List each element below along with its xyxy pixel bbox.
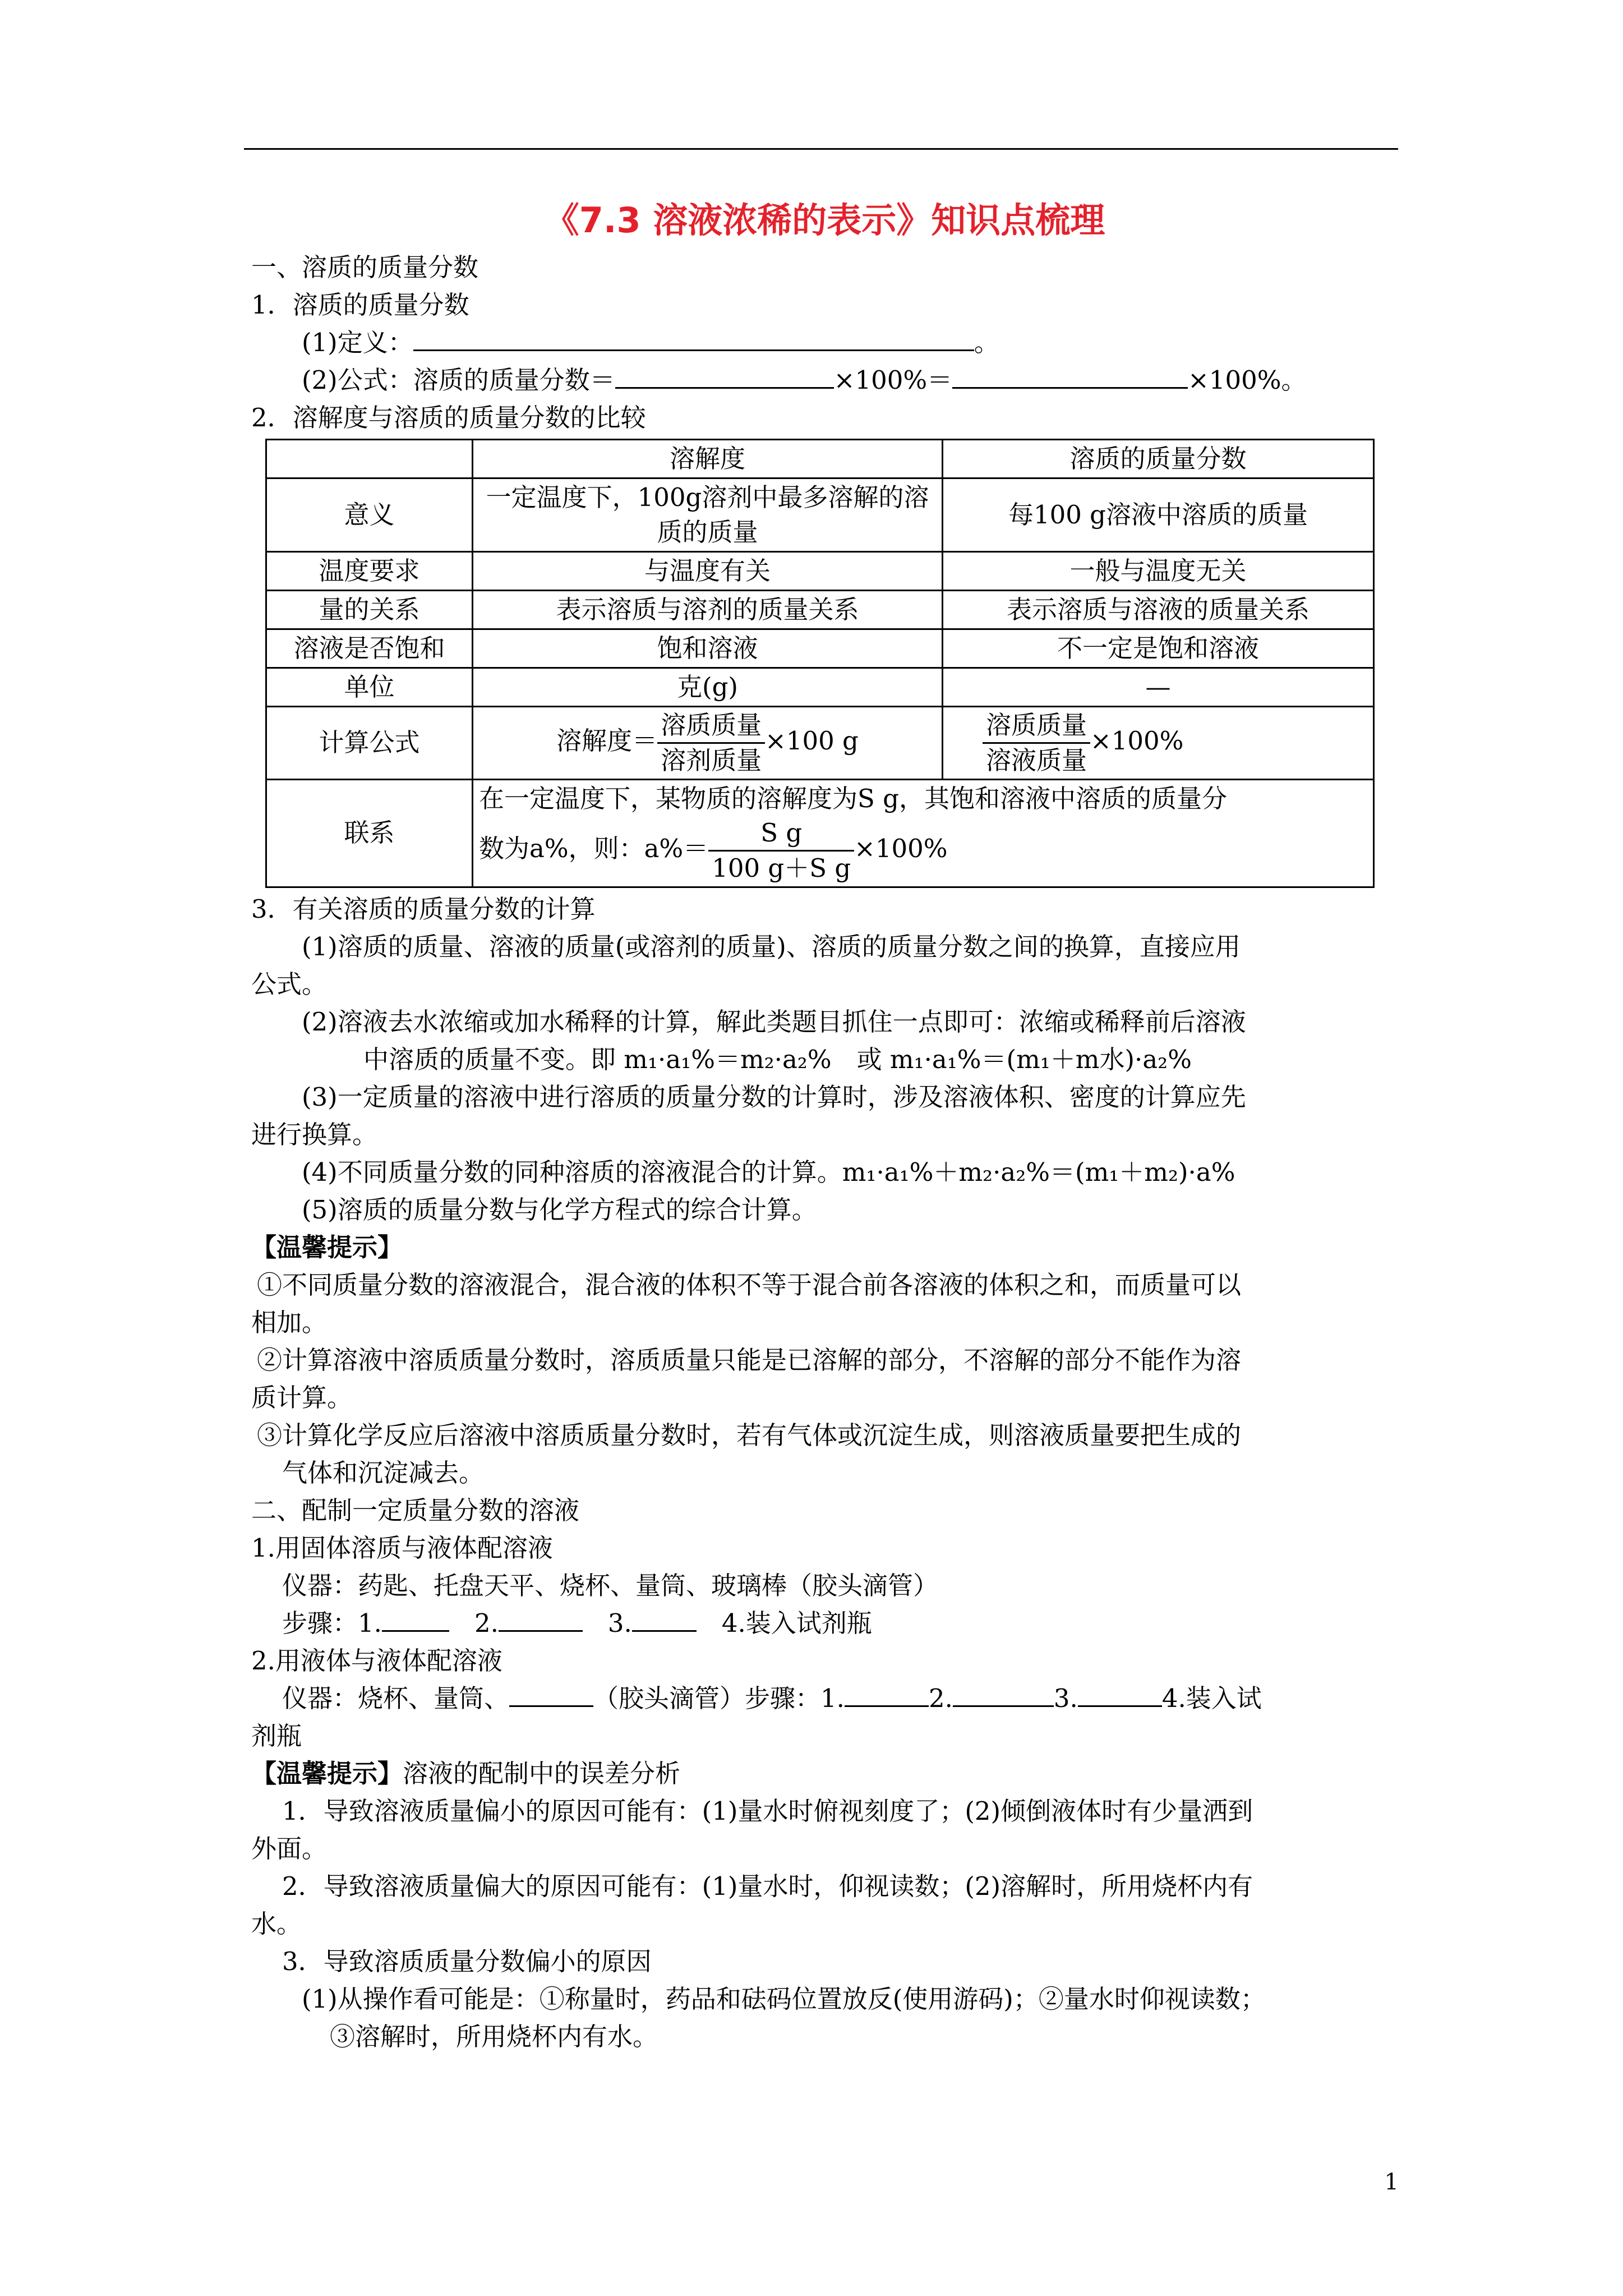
step-number: 2. [928, 1683, 953, 1713]
error-item: 2．导致溶液质量偏大的原因可能有：(1)量水时，仰视读数；(2)溶解时，所用烧杯内有 [282, 1871, 1253, 1901]
tip-title: 溶液的配制中的误差分析 [403, 1758, 681, 1788]
table-header: 溶解度 [473, 439, 943, 478]
fraction-numerator: S g [708, 816, 854, 852]
fraction-numerator: 溶质质量 [657, 708, 765, 744]
error-item: 1．导致溶液质量偏小的原因可能有：(1)量水时俯视刻度了；(2)倾倒液体时有少量洒到 [282, 1796, 1253, 1826]
table-row [266, 706, 1374, 779]
table-cell: — [943, 668, 1374, 706]
definition-line [251, 324, 1398, 361]
step-blank [953, 1683, 1054, 1707]
formula-blank-1 [615, 365, 834, 389]
tip-item-cont: 相加。 [251, 1307, 328, 1337]
header-rule [244, 148, 1398, 150]
fraction [708, 816, 854, 885]
section-heading: 一、溶质的质量分数 [251, 252, 479, 282]
step-number: 1. [358, 1608, 382, 1638]
step-item: 4.装入试 [1161, 1683, 1262, 1713]
table-cell: 表示溶质与溶剂的质量关系 [473, 590, 943, 629]
tip-item-cont: 气体和沉淀减去。 [282, 1457, 485, 1488]
table-row-label: 温度要求 [266, 551, 473, 590]
table-row-label: 量的关系 [266, 590, 473, 629]
instruments-line: 仪器：药匙、托盘天平、烧杯、量筒、玻璃棒（胶头滴管） [282, 1570, 939, 1600]
instruments-line [251, 1680, 1398, 1717]
section-heading: 二、配制一定质量分数的溶液 [251, 1495, 580, 1525]
formula-suffix: ×100% [854, 833, 948, 863]
error-subitem-cont: ③溶解时，所用烧杯内有水。 [330, 2021, 658, 2051]
definition-label: (1)定义： [302, 327, 413, 357]
step-number: 1. [820, 1683, 845, 1713]
error-item-cont: 外面。 [251, 1833, 328, 1864]
page-number: 1 [1384, 2169, 1399, 2195]
relation-text: 在一定温度下，某物质的溶解度为S g，其饱和溶液中溶质的质量分 [479, 783, 1227, 813]
tip-item: ①不同质量分数的溶液混合，混合液的体积不等于混合前各溶液的体积之和，而质量可以 [257, 1269, 1242, 1300]
formula-line [251, 361, 1398, 399]
subsection-heading: 3．有关溶质的质量分数的计算 [251, 894, 596, 924]
tip-heading-line [251, 1755, 1398, 1792]
paragraph: (2)溶液去水浓缩或加水稀释的计算，解此类题目抓住一点即可：浓缩或稀释前后溶液 [302, 1006, 1246, 1037]
steps-line [251, 1604, 1398, 1642]
formula-blank-2 [952, 365, 1188, 389]
table-row [266, 551, 1374, 590]
table-row [266, 478, 1374, 551]
fraction-denominator: 100 g＋S g [712, 853, 851, 883]
instruments-label: 仪器：烧杯、量筒、 [282, 1683, 510, 1713]
table-row [266, 590, 1374, 629]
table-row-label: 联系 [266, 779, 473, 887]
step-blank [1078, 1683, 1162, 1707]
tip-item: ②计算溶液中溶质质量分数时，溶质质量只能是已溶解的部分，不溶解的部分不能作为溶 [257, 1345, 1242, 1375]
definition-end: 。 [974, 327, 999, 357]
paragraph: (1)溶质的质量、溶液的质量(或溶剂的质量)、溶质的质量分数之间的换算，直接应用 [302, 931, 1241, 961]
table-row-label: 单位 [266, 668, 473, 706]
document-body [251, 196, 1398, 2055]
table-row [266, 629, 1374, 668]
paragraph: (5)溶质的质量分数与化学方程式的综合计算。 [302, 1194, 817, 1225]
paragraph-cont: 中溶质的质量不变。即 m₁·a₁%＝m₂·a₂% 或 m₁·a₁%＝(m₁＋m水)·a₂% [363, 1044, 1192, 1074]
formula-suffix: ×100 g [765, 725, 859, 756]
step-blank [382, 1608, 449, 1632]
table-row-label: 意义 [266, 478, 473, 551]
fraction [983, 708, 1090, 777]
table-header: 溶质的质量分数 [943, 439, 1374, 478]
tip-item-cont: 质计算。 [251, 1382, 353, 1412]
instrument-blank [509, 1683, 593, 1707]
step-blank [499, 1608, 583, 1632]
subsection-heading: 2.用液体与液体配溶液 [251, 1645, 502, 1676]
table-cell: 与温度有关 [473, 551, 943, 590]
subsection-heading: 1.用固体溶质与液体配溶液 [251, 1533, 553, 1563]
table-cell: 克(g) [473, 668, 943, 706]
table-row-label: 溶液是否饱和 [266, 629, 473, 668]
solubility-formula [473, 706, 943, 779]
subsection-heading: 2．溶解度与溶质的质量分数的比较 [251, 402, 646, 432]
step-item: 4.装入试剂瓶 [721, 1608, 872, 1638]
tip-item: ③计算化学反应后溶液中溶质质量分数时，若有气体或沉淀生成，则溶液质量要把生成的 [257, 1420, 1242, 1450]
formula-suffix: ×100% [1090, 725, 1184, 756]
table-cell: 表示溶质与溶液的质量关系 [943, 590, 1374, 629]
paragraph-cont: 公式。 [251, 969, 328, 999]
tip-label: 【温馨提示】 [251, 1232, 403, 1262]
formula-prefix: 数为a%，则：a%＝ [479, 833, 709, 863]
step-number: 2. [474, 1608, 499, 1638]
relation-cell [473, 779, 1374, 887]
step-number: 3. [607, 1608, 632, 1638]
comparison-table [265, 439, 1375, 888]
formula-prefix: 溶解度＝ [556, 725, 658, 756]
formula-label: (2)公式：溶质的质量分数＝ [302, 365, 615, 395]
fraction-denominator: 溶剂质量 [661, 745, 762, 775]
table-row [266, 779, 1374, 887]
error-subitem: (1)从操作看可能是：①称量时，药品和砝码位置放反(使用游码)；②量水时仰视读数； [302, 1984, 1266, 2014]
instruments-steps-label: （胶头滴管）步骤： [593, 1683, 821, 1713]
relation-formula [479, 816, 1367, 885]
table-cell: 每100 g溶液中溶质的质量 [943, 478, 1374, 551]
table-header-row [266, 439, 1374, 478]
table-cell: 饱和溶液 [473, 629, 943, 668]
paragraph: (4)不同质量分数的同种溶质的溶液混合的计算。m₁·a₁%＋m₂·a₂%＝(m₁＋m₂)·a% [302, 1157, 1235, 1187]
definition-blank [413, 327, 974, 351]
formula-end: ×100%。 [1188, 365, 1307, 395]
page-title: 《7.3 溶液浓稀的表示》知识点梳理 [544, 200, 1105, 241]
steps-label: 步骤： [282, 1608, 358, 1638]
formula-mid: ×100%＝ [833, 365, 953, 395]
table-cell: 一定温度下，100g溶剂中最多溶解的溶质的质量 [473, 478, 943, 551]
instruments-line-cont: 剂瓶 [251, 1720, 302, 1751]
step-number: 3. [1053, 1683, 1078, 1713]
paragraph-cont: 进行换算。 [251, 1119, 378, 1149]
table-cell: 不一定是饱和溶液 [943, 629, 1374, 668]
table-row [266, 668, 1374, 706]
table-cell: 一般与温度无关 [943, 551, 1374, 590]
error-item: 3．导致溶质质量分数偏小的原因 [282, 1946, 652, 1976]
mass-fraction-formula [943, 706, 1374, 779]
fraction-denominator: 溶液质量 [986, 745, 1087, 775]
step-blank [845, 1683, 929, 1707]
table-row-label: 计算公式 [266, 706, 473, 779]
paragraph: (3)一定质量的溶液中进行溶质的质量分数的计算时，涉及溶液体积、密度的计算应先 [302, 1082, 1246, 1112]
table-header-empty [266, 439, 473, 478]
fraction-numerator: 溶质质量 [983, 708, 1090, 744]
error-item-cont: 水。 [251, 1908, 302, 1939]
step-blank [632, 1608, 697, 1632]
fraction [657, 708, 765, 777]
subsection-heading: 1．溶质的质量分数 [251, 289, 469, 320]
tip-label: 【温馨提示】 [251, 1758, 403, 1788]
